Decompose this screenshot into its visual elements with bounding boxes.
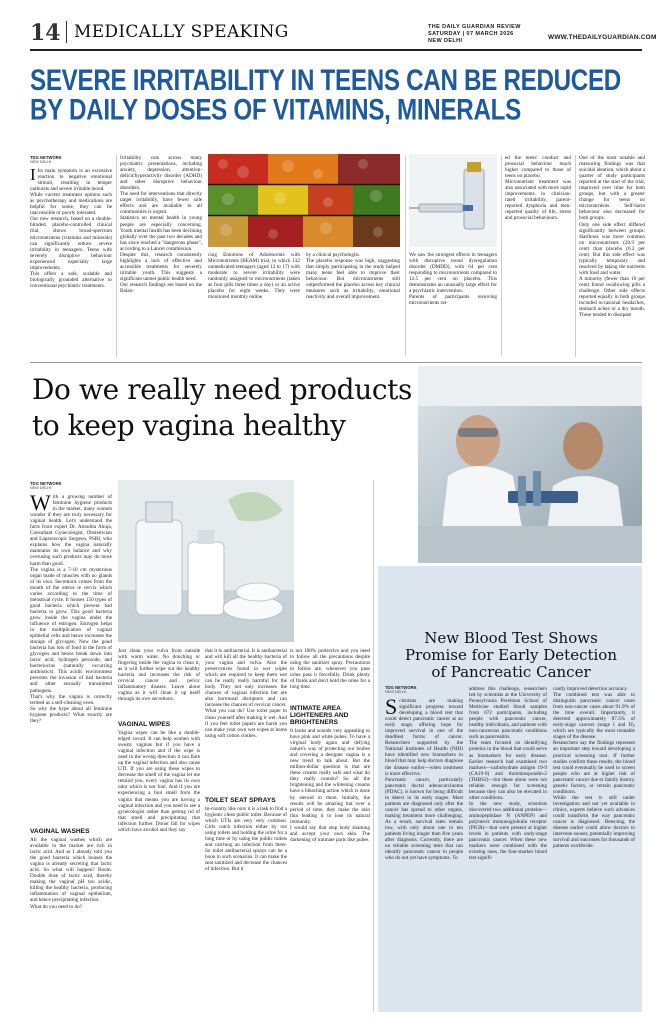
story2-subhead-lighteners: INTIMATE AREA LIGHTENERS AND BRIGHTENERS (290, 705, 349, 726)
story1-col4: by a clinical psychologist. The placebo response was high, suggesting that simply participating in the study helped many teens feel able to improve their behaviour. But micronutrients still outperformed the placebo across key clinical measures such as irritability, emotional reactivity and overall improvement. (306, 252, 400, 301)
story2-col4: is not 100% protective and you need to follow all the precautions despite using the sanitizer spray. Precautions to follow are, whenever you pass urine pass it forcefully. Drink plenty of fluids and don't hold the urine for a long time. (290, 648, 370, 691)
story3-byline: TDG NETWORK (385, 685, 417, 690)
story2-byline: TDG NETWORK (30, 481, 62, 486)
story2-col1b: All the vaginal washes which are available in the market are rich in lactic acid. And as I already told you the good bacteria which houses the vagina is already secreting that lactic acid. So what will happen? Boom. Double dose of lactic acid, thereby making the vaginal pH too acidic, killing the healthy bacteria, producing inflammation of vaginal epithelium, and hence precipitating infection. What do you need to do? (30, 837, 112, 910)
story2-col3: that it is antibacterial. It is antibacterial and will kill all the healthy bacteria of your vagina and vulva. Also the preservatives found in wet wipes which are required to keep them wet can be really really harmful for the body. They not only increases the chances of vaginal infection but are also hormonal disruptors and can increase the chances of cervical cancer. What you can do? Use toilet paper to clean yourself after making it wet. And if you feel toilet papers are harsh you can make your own wet wipes at home using soft cotton clothes. (205, 648, 287, 739)
story2-col1: With a growing number of feminine hygiene products in the market, many women wonder if they are truly necessary for vaginal health. Let's understand the facts from expert Dr. Amodita Ahuja, Consultant Gynecologist, Obstetrician and Laparoscopic Surgeon, PSRI, who explains how the vagina naturally maintains its own balance and why overusing such products may do more harm than good. The vagina is a 7-10 cm mysterious organ made of muscles with no glands of its own. Secretions comes from the mouth of the uterus ie cervix which varies according to the time of menstrual cycle. It houses 150 types of good bacteria which prevent bad bacteria to grow. This good bacteria grow inside the vagina under the influence of estrogen. Estrogen helps in the multiplication of vaginal epithelial cells and hence increases the storage of glycogen. Now the good bacteria has lots of food in the form of glycogen and hence break down into lactic acid, hydrogen peroxide, and bacteriocins (naturally occurring antibiotics). This acidic environment prevents the invasion of bad bacteria and other sexually transmitted pathogens. That's why the vagina is correctly termed as a self-cleaning oven. So why the hype about all feminine hygiene products? What exactly are they? (30, 494, 112, 724)
story1-col1: I Its main symptom is an excessive reaction to negative emotional stimuli, resulting in temper outbursts and severe irritable mood. While current treatment options such as psychotherapy and medications are helpful for some, they can be inaccessible or poorly tolerated. Our new research, based on a double-blinded, placebo-controlled clinical trial, shows broad-spectrum micronutrients (vitamins and minerals) can significantly reduce severe irritability in teenagers. Teens with severely disruptive behaviour experienced especially large improvements. This offers a safe, scalable and biologically grounded alternative to conventional psychiatric treatments. (30, 168, 112, 289)
paper-name: THE DAILY GUARDIAN REVIEW (428, 24, 521, 30)
story1-col7: One of the most notable and reassuring findings was that suicidal ideation, which about a quarter of study participants reported at the start of the trial, improved over time for both groups, but with a greater change for teens on micronutrients. Self-harm behaviour also decreased for both groups. Only one side effect differed significantly between groups: diarrhoea was more common on micronutrients (20.9 per cent) than placebo (6.2 per cent). But this side effect was typically temporary and resolved by taking the nutrients with food and water. A minority (fewer than 10 per cent) found swallowing pills a challenge. Other side effects reported equally in both groups included occasional headaches, stomach aches or a dry mouth. These tended to dissipate (579, 155, 645, 319)
story1-col6: ed the teens' conduct and prosocial behaviour much higher compared to those of teens on placebo. Micronutrient treatment was also associated with more rapid improvements in clinician-rated irritability, parent-reported dysphoria and teen-reported quality of life, stress and prosocial behaviours. (505, 155, 571, 222)
story2-subhead-sprays: TOILET SEAT SPRAYS (205, 797, 276, 804)
lab-photo (418, 366, 642, 563)
story2-headline-line2: to keep vagina healthy (32, 409, 346, 442)
masthead (30, 18, 657, 48)
column-rule (373, 480, 374, 1012)
issue-date: SATURDAY | 07 MARCH 2026 (428, 31, 514, 37)
masthead-divider (66, 21, 67, 43)
story1-headline: SEVERE IRRITABILITY IN TEENS CAN BE REDUCED BY DAILY DOSES OF VITAMINS, MINERALS (30, 64, 621, 127)
page-number: 14 (30, 20, 61, 46)
column-rule (501, 155, 502, 357)
story1-byline: TDG NETWORK (30, 155, 62, 160)
section-title: MEDICALLY SPEAKING (74, 22, 289, 42)
story3-col1: Scientists are making significant progress toward developing a blood test that could detect pancreatic cancer at an early stage, offering hope for improved survival in one of the deadliest forms of cancer. Researchers supported by the National Institutes of Health (NIH) have identified new biomarkers in blood that may help doctors diagnose the disease earlier—when treatment is more effective. Pancreatic cancer, particularly pancreatic ductal adenocarcinoma (PDAC), is known for being difficult to detect in its early stages. Most patients are diagnosed only after the cancer has spread to other organs, making treatment more challenging. As a result, survival rates remain low, with only about one in ten patients living longer than five years after diagnosis. Currently, there are no reliable screening tests that can identify pancreatic cancer in people who do not yet have symptoms. To (385, 698, 463, 862)
story3-col3: cantly improved detection accuracy. The combined test was able to distinguish pancreatic cancer cases from non-cancer cases about 91.9% of the time overall. Importantly, it detected approximately 87.5% of early-stage cancers (stage I and II), which are typically the most treatable stages of the disease. Researchers say the findings represent an important step toward developing a practical screening tool. If further studies confirm these results, the blood test could eventually be used to screen people who are at higher risk of pancreatic cancer due to family history, genetic factors, or certain pancreatic conditions. While the test is still under investigation and not yet available in clinics, experts believe such advances could transform the way pancreatic cancer is diagnosed. Detecting the disease earlier could allow doctors to intervene sooner, potentially improving survival and outcomes for thousands of patients worldwide. (553, 686, 635, 850)
story3-headline: New Blood Test Shows Promise for Early Detection of Pancreatic Cancer (404, 629, 617, 681)
story1-dateline: NEW DELHI (30, 160, 52, 164)
syringe-photo (409, 154, 497, 247)
story2-subhead-wipes: VAGINAL WIPES (118, 721, 171, 728)
story2-dateline: NEW DELHI (30, 486, 52, 490)
column-rule (116, 155, 117, 357)
story2-subhead-washes: VAGINAL WASHES (30, 828, 90, 835)
story1-col3: cing Emotions of Adolescents with Micronutrients (BEAM) trial, in which 132 unmedicated teenagers (aged 12 to 17) with moderate to severe irritability were randomly assigned to micronutrients (taken as four pills three times a day) or an active placebo for eight weeks. They were monitored monthly online (208, 252, 300, 301)
story2-col5-top (377, 481, 413, 482)
drop-cap: W (30, 494, 51, 515)
story2-headline-line1: Do we really need products (32, 373, 412, 406)
story1-col2: Irritability cuts across many psychiatric presentations, including anxiety, depression, attention-deficit/hyperactivity disorder (ADHD) and other disruptive behaviour disorders. The need for interventions that directly target irritability, have fewer side effects and are available to all communities is urgent. Statistics on mental health in young people are especially concerning. Youth mental health has been declining globally over the past two decades and has since reached a "dangerous phase", according to a Lancet commission. Despite this, research consistently highlights a lack of effective and accessible treatments for severely irritable youth. This suggests a significant unmet public health need. Our research findings are based on the Balan- (120, 155, 202, 295)
story2-col2: Just clean your vulva from outside with warm water. No douching or fingering inside the vagina to clean it, as it will further wipe out the healthy bacteria and increases the risk of cervical cancer and pelvic inflammatory disease. Leave alone vagina as it will clean it up itself through its own secretions. (118, 648, 200, 703)
story3-dateline: NEW DELHI (385, 690, 407, 694)
lab-illustration (418, 366, 642, 563)
site-url[interactable]: WWW.THEDAILYGUARDIAN.COM (548, 34, 657, 41)
story1-separator (30, 362, 642, 363)
drop-cap: I (30, 168, 36, 184)
hygiene-products-photo (118, 480, 294, 642)
masthead-rule (30, 49, 642, 51)
column-rule (575, 155, 576, 357)
column-rule (405, 155, 406, 357)
story2-headline (32, 372, 412, 444)
drop-cap: S (385, 698, 398, 719)
story2-col2b: Vagina wipes can be like a double-edged sword. It can help women with sweaty vaginas but if you have a vaginal infection and if the wipe is used in the wrong direction it can flare up the vaginal infection and also cause UTI. If you are using these wipes to decrease the smell of the vagina let me remind you, every vagina has its own odor which is not foul. And if you are experiencing a foul smell from the vagina that means you are having a vaginal infection and you need to see a gynecologist rather than getting rid of that smell and precipitating that infection further. Donot fall for wipes which have alcohol and they say (118, 730, 200, 833)
city: NEW DELHI (428, 38, 463, 44)
hygiene-products-illustration (118, 480, 294, 642)
story2-col3b: In-country like ours it is a task to find a hygienic clean public toilet. Because of which UTIs are very very common. Girls catch infection either by not using toilets and holding the urine for a long time or by using the public toilets and catching an infection from there. So toilet antibacterial sprays can be a boon in such scenarios. It can make the seat sanitized and decrease the chances of infection. But it (205, 806, 287, 873)
produce-illustration (208, 154, 400, 247)
produce-photo (208, 154, 400, 247)
story1-col5: We saw the strongest effects in teenagers with disruptive mood dysregulation disorder (DMDD), with 64 per cent responding to micronutrients compared to 12.5 per cent on placebo. This demonstrates an unusually large effect for a psychiatric intervention. Parents of participants receiving micronutrients rat- (409, 252, 497, 307)
story2-col4b: It looks and sounds very appealing to have pink and white pubes. To have a virginal body again and defying nature's way of protecting our bodies and covering a designer vagina is a new trend to talk about. But the million-dollar question is that are these creams really safe and what do they really contain? So all the brightening and the whitening creams have a bleaching action which is done by steroid in them. Initially, the results will be amazing but over a period of time, they make the skin thin leading it to lose its natural immunity. I would say that stop body shaming and accept your own skin. The darkening of intimate parts like pubes (290, 728, 370, 843)
syringe-illustration (409, 154, 497, 247)
story3-col2: address this challenge, researchers led by scientists at the University of Pennsylvania Perelman School of Medicine studied blood samples from 672 participants, including people with pancreatic cancer, healthy individuals, and patients with non-cancerous pancreatic conditions such as pancreatitis. The team focused on identifying proteins in the blood that could serve as biomarkers for early disease. Earlier research had examined two markers—carbohydrate antigen 19-9 (CA19-9) and thrombospondin-2 (THBS2)—but these alone were not reliable enough for screening because they can also be elevated in other conditions. In the new study, scientists discovered two additional proteins—aminopeptidase N (ANPEP) and polymeric immunoglobulin receptor (PIGR)—that were present at higher levels in patients with early-stage pancreatic cancer. When these new markers were combined with the existing ones, the four-marker blood test signifi- (469, 686, 547, 862)
